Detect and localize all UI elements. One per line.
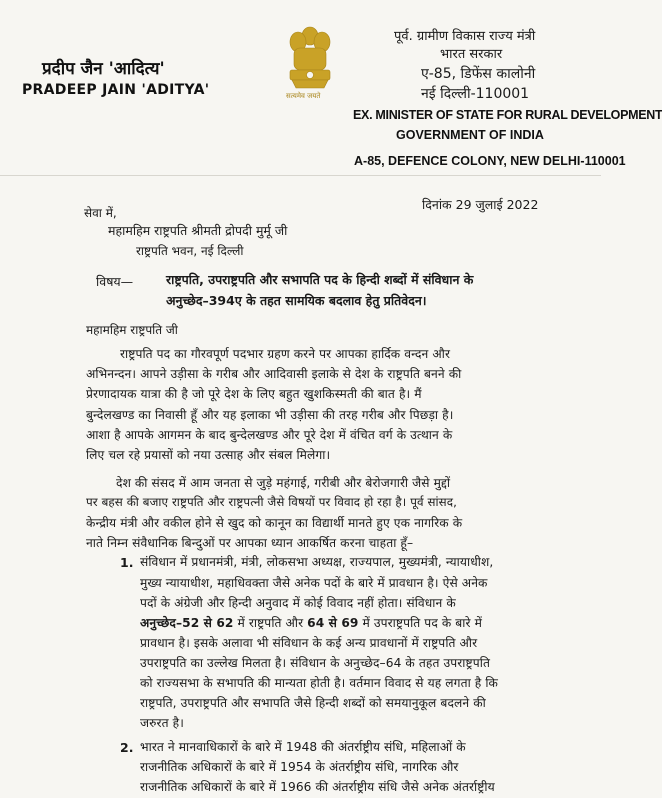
article-ref: 64 से 69 bbox=[307, 616, 359, 630]
recipient-to: सेवा में, bbox=[84, 206, 117, 220]
divider bbox=[0, 175, 601, 176]
sender-name-english: PRADEEP JAIN 'ADITYA' bbox=[22, 82, 210, 98]
para1-line: आशा है आपके आगमन के बाद बुन्देलखण्ड और पूरे देश में वंचित वर्ग के उत्थान के bbox=[86, 428, 453, 442]
point1-line: प्रावधान है। इसके अलावा भी संविधान के कई अन्य प्रावधानों में राष्ट्रपति और bbox=[140, 636, 478, 650]
point-2-number: 2. bbox=[120, 740, 134, 755]
address-hindi-2: नई दिल्ली-110001 bbox=[421, 86, 530, 102]
para1-line: प्रेरणादायक यात्रा की है जो पूरे देश के लिए बहुत खुशकिस्मती की बात है। मैं bbox=[86, 387, 422, 401]
point1-line: जरुरत है। bbox=[140, 716, 184, 730]
recipient-name: महामहिम राष्ट्रपति श्रीमती द्रोपदी मुर्मू जी bbox=[108, 223, 288, 238]
recipient-address: राष्ट्रपति भवन, नई दिल्ली bbox=[136, 244, 244, 258]
title-english: EX. MINISTER OF STATE FOR RURAL DEVELOPMENT bbox=[353, 108, 662, 122]
point1-line-articles: अनुच्छेद–52 से 62 में राष्ट्रपति और 64 से 69 में उपराष्ट्रपति पद के बारे में bbox=[140, 616, 482, 630]
point1-line: मुख्य न्यायाधीश, महाधिवक्ता जैसे अनेक पदों के बारे में प्रावधान है। ऐसे अनेक bbox=[140, 576, 488, 590]
point1-line: को राज्यसभा के सभापति की मान्यता होती है। वर्तमान विवाद से यह लगता है कि bbox=[140, 676, 498, 690]
emblem-motto: सत्यमेव जयते bbox=[286, 92, 321, 100]
para1-line: लिए चल रहे प्रयासों को नया उत्साह और संबल मिलेगा। bbox=[86, 448, 331, 462]
subject-label: विषय— bbox=[96, 274, 134, 289]
govt-english: GOVERNMENT OF INDIA bbox=[396, 128, 544, 142]
subject-line-2: अनुच्छेद–394ए के तहत सामयिक बदलाव हेतु प्रतिवेदन। bbox=[166, 293, 427, 308]
article-ref: अनुच्छेद–52 से 62 bbox=[140, 616, 234, 630]
national-emblem bbox=[280, 18, 340, 108]
govt-hindi: भारत सरकार bbox=[440, 47, 503, 62]
point1-line: संविधान में प्रधानमंत्री, मंत्री, लोकसभा अध्यक्ष, राज्यपाल, मुख्यमंत्री, न्यायाधीश, bbox=[140, 555, 494, 569]
point2-line: भारत ने मानवाधिकारों के बारे में 1948 की अंतर्राष्ट्रीय संधि, महिलाओं के bbox=[140, 740, 466, 754]
sender-name-hindi: प्रदीप जैन 'आदित्य' bbox=[42, 59, 165, 79]
address-english: A-85, DEFENCE COLONY, NEW DELHI-110001 bbox=[354, 154, 626, 168]
point-1-number: 1. bbox=[120, 555, 134, 570]
point2-line: राजनीतिक अधिकारों के बारे में 1966 की अंतर्राष्ट्रीय संधि जैसे अनेक अंतर्राष्ट्रीय bbox=[140, 780, 495, 794]
point2-line: राजनीतिक अधिकारों के बारे में 1954 के अंतर्राष्ट्रीय संधि, नागरिक और bbox=[140, 760, 459, 774]
para2-line: देश की संसद में आम जनता से जुड़े महंगाई, गरीबी और बेरोजगारी जैसे मुद्दों bbox=[116, 476, 451, 490]
salutation: महामहिम राष्ट्रपति जी bbox=[86, 323, 178, 337]
address-hindi-1: ए-85, डिफेंस कालोनी bbox=[421, 66, 536, 82]
para1-line: बुन्देलखण्ड का निवासी हूँ और यह इलाका भी उड़ीसा की तरह गरीब और पिछड़ा है। bbox=[86, 408, 454, 422]
point1-line: उपराष्ट्रपति का उल्लेख मिलता है। संविधान के अनुच्छेद–64 के तहत उपराष्ट्रपति bbox=[140, 656, 490, 670]
subject-line-1: राष्ट्रपति, उपराष्ट्रपति और सभापति पद के हिन्दी शब्दों में संविधान के bbox=[166, 272, 474, 287]
para2-line: केन्द्रीय मंत्री और वकील होने से खुद को कानून का विद्यार्थी मानते हुए एक नागरिक के bbox=[86, 516, 463, 530]
point1-line: राष्ट्रपति, उपराष्ट्रपति और सभापति जैसे हिन्दी शब्दों को समयानुकूल बदलने की bbox=[140, 696, 486, 710]
para2-line: पर बहस की बजाए राष्ट्रपति और राष्ट्रपत्नी जैसे विषयों पर विवाद हो रहा है। पूर्व सांसद, bbox=[86, 495, 457, 509]
para1-line: राष्ट्रपति पद का गौरवपूर्ण पदभार ग्रहण करने पर आपका हार्दिक वन्दन और bbox=[120, 347, 451, 361]
point1-line: पदों के अंग्रेजी और हिन्दी अनुवाद में कोई विवाद नहीं होता। संविधान के bbox=[140, 596, 456, 610]
para2-line: नाते निम्न संवैधानिक बिन्दुओं पर आपका ध्यान आकर्षित करना चाहता हूँ– bbox=[86, 536, 414, 550]
title-hindi: पूर्व. ग्रामीण विकास राज्य मंत्री bbox=[394, 29, 536, 44]
para1-line: अभिनन्दन। आपने उड़ीसा के गरीब और आदिवासी इलाके से देश के राष्ट्रपति बनने की bbox=[86, 367, 462, 381]
letter-date: दिनांक 29 जुलाई 2022 bbox=[422, 197, 539, 212]
